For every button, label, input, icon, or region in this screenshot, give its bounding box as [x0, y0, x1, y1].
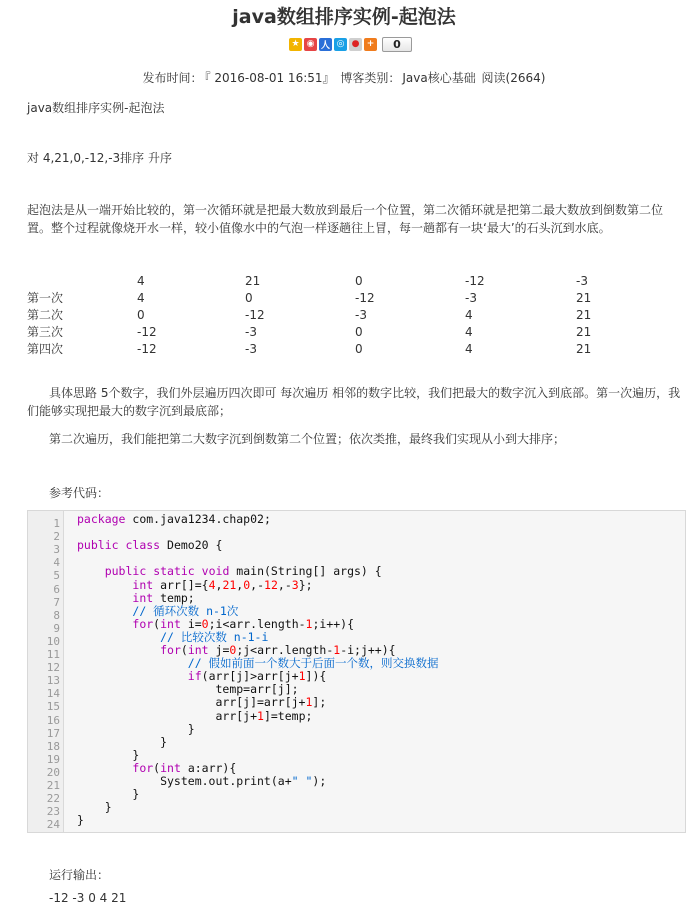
- line-number: 2: [53, 530, 60, 544]
- line-number: 9: [53, 621, 60, 635]
- renren-icon[interactable]: 人: [319, 38, 332, 51]
- table-cell: -3: [465, 291, 477, 305]
- code-line: }: [77, 813, 84, 828]
- line-number: 1: [53, 517, 60, 530]
- line-number: 4: [53, 556, 60, 570]
- table-cell: 4: [137, 291, 145, 305]
- table-cell: 4: [465, 308, 473, 322]
- line-number: 21: [46, 779, 60, 792]
- table-row: [27, 341, 627, 358]
- table-cell: -3: [576, 274, 588, 288]
- line-number: 22: [46, 792, 60, 806]
- category-link[interactable]: Java核心基础: [402, 71, 476, 85]
- row-label: 第三次: [27, 325, 64, 339]
- table-row: [27, 290, 627, 307]
- sort-task: 对 4,21,0,-12,-3排序 升序: [27, 151, 172, 165]
- line-number: 7: [53, 595, 60, 609]
- published-value: 『 2016-08-01 16:51』: [204, 71, 335, 85]
- algorithm-idea: 具体思路 5个数字，我们外层遍历四次即可 每次遍历 相邻的数字比较，我们把最大的数字沉入到底部。第一次遍历，我们能够实现把最大的数字沉到最底部；: [27, 386, 681, 418]
- table-cell: 0: [355, 325, 363, 339]
- code-line: public static void main(String[] args) {: [104, 564, 382, 579]
- table-cell: 4: [465, 342, 473, 356]
- share-count[interactable]: 0: [382, 37, 412, 52]
- code-line: }: [77, 800, 112, 815]
- article-subtitle: java数组排序实例-起泡法: [27, 101, 165, 115]
- qzone-icon[interactable]: ★: [289, 38, 302, 51]
- table-cell: -12: [245, 308, 265, 322]
- code-line: }: [77, 734, 168, 749]
- share-bar: [289, 36, 412, 52]
- table-cell: -12: [137, 325, 157, 339]
- table-cell: 21: [576, 308, 592, 322]
- code-label: 参考代码：: [49, 486, 110, 500]
- code-line: // 比较次数 n-1-i: [160, 629, 269, 644]
- table-cell: -12: [355, 291, 375, 305]
- line-number: 23: [46, 805, 60, 819]
- output-value: -12 -3 0 4 21: [49, 891, 127, 905]
- code-line: package com.java1234.chap02;: [77, 512, 271, 526]
- line-number: 3: [53, 543, 60, 557]
- line-number: 20: [46, 765, 60, 779]
- code-line: // 循环次数 n-1次: [132, 603, 239, 618]
- code-line: for(int i=0;i<arr.length-1;i++){: [132, 616, 355, 631]
- line-number: 12: [46, 661, 60, 675]
- table-cell: -12: [137, 342, 157, 356]
- category-label: 博客类别：: [340, 71, 401, 85]
- code-line: public class Demo20 {: [77, 538, 223, 553]
- table-cell: 21: [576, 325, 592, 339]
- line-number: 15: [46, 700, 60, 714]
- published-label: 发布时间：: [142, 71, 203, 85]
- table-cell: 21: [576, 291, 592, 305]
- article-meta: [0, 69, 688, 86]
- row-label: 第四次: [27, 342, 64, 356]
- line-number: 8: [53, 608, 60, 622]
- code-line: int arr[]={4,21,0,-12,-3};: [132, 577, 313, 592]
- weibo-icon[interactable]: ◉: [304, 38, 317, 51]
- line-number: 16: [46, 713, 60, 727]
- table-cell: 0: [355, 274, 363, 288]
- code-line: if(arr[j]>arr[j+1]){: [187, 669, 327, 684]
- table-row: [27, 273, 627, 290]
- line-number: 11: [46, 648, 60, 661]
- code-line: int temp;: [132, 590, 195, 605]
- row-label: 第一次: [27, 291, 64, 305]
- table-cell: -3: [245, 342, 257, 356]
- line-number: 6: [53, 582, 60, 596]
- table-cell: -3: [355, 308, 367, 322]
- line-number: 14: [46, 687, 60, 701]
- algorithm-idea-continued: 第二次遍历，我们能把第二大数字沉到倒数第二个位置；依次类推，最终我们实现从小到大排序；: [49, 432, 566, 446]
- table-cell: -12: [465, 274, 485, 288]
- plus-icon[interactable]: +: [364, 38, 377, 51]
- line-number: 5: [53, 569, 60, 583]
- table-cell: 0: [137, 308, 145, 322]
- row-label: 第二次: [27, 308, 64, 322]
- code-line: for(int j=0;j<arr.length-1-i;j++){: [160, 643, 396, 657]
- line-number: 10: [46, 634, 60, 648]
- line-number: 24: [46, 818, 60, 832]
- line-number: 18: [46, 739, 60, 753]
- output-label: 运行输出：: [49, 868, 110, 882]
- bubble-sort-explanation: 起泡法是从一端开始比较的，第一次循环就是把最大数放到最后一个位置，第二次循环就是把第二最大数放到倒数第二位置。整个过程就像烧开水一样，较小值像水中的气泡一样逐趟往上冒，每一趟都有一块‘最大’的石头沉到水底。: [27, 203, 664, 235]
- code-line: System.out.print(a+" ");: [77, 774, 327, 788]
- code-line: temp=arr[j];: [77, 682, 299, 697]
- line-number: 19: [46, 752, 60, 766]
- line-number: 17: [46, 726, 60, 740]
- qq-icon[interactable]: ◎: [334, 38, 347, 51]
- table-cell: 21: [576, 342, 592, 356]
- read-count: 阅读(2664): [481, 71, 546, 85]
- table-cell: 21: [245, 274, 261, 288]
- tencent-weibo-icon[interactable]: ●: [349, 38, 362, 51]
- article-title: java数组排序实例-起泡法: [232, 6, 456, 28]
- code-line: arr[j]=arr[j+1];: [77, 695, 327, 710]
- line-number: 13: [46, 674, 60, 688]
- table-cell: 4: [465, 325, 473, 339]
- code-line: for(int a:arr){: [132, 760, 237, 775]
- code-line: }: [77, 747, 140, 762]
- code-line: // 假如前面一个数大于后面一个数，则交换数据: [187, 656, 439, 671]
- code-line: arr[j+1]=temp;: [77, 708, 313, 723]
- table-cell: 0: [245, 291, 253, 305]
- table-row: [27, 324, 627, 341]
- table-row: [27, 307, 627, 324]
- code-line: }: [77, 787, 140, 802]
- table-cell: 4: [137, 274, 145, 288]
- table-cell: 0: [355, 342, 363, 356]
- code-line: }: [77, 721, 195, 736]
- code-block: [27, 510, 686, 833]
- table-cell: -3: [245, 325, 257, 339]
